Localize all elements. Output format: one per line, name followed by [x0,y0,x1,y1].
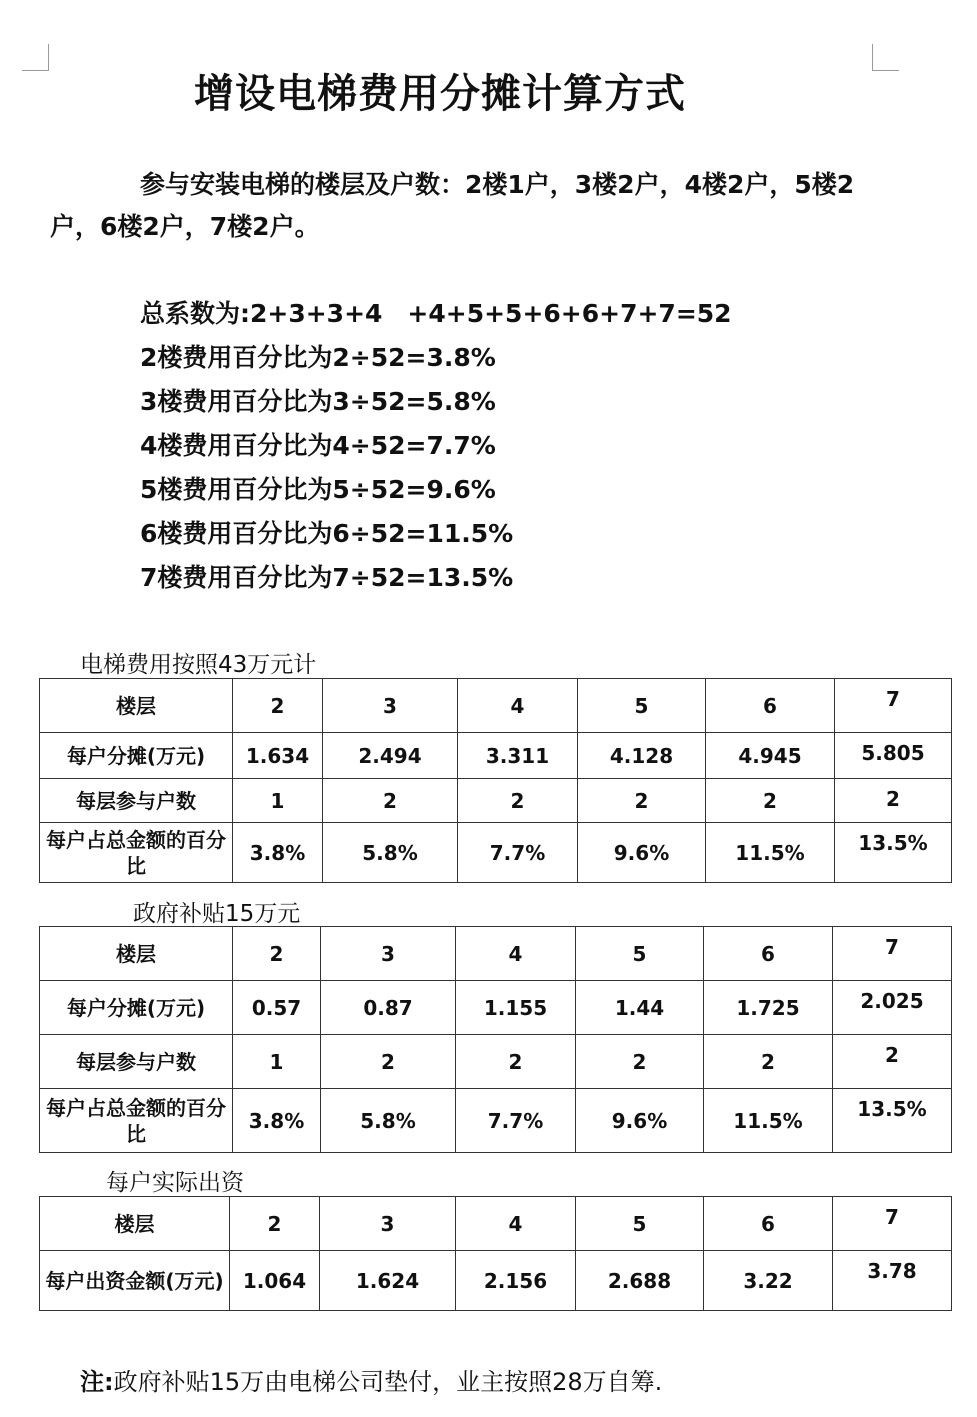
actual-contribution-table [39,1196,952,1311]
calc-total-coefficient: 总系数为:2+3+3+4 +4+5+5+6+6+7+7=52 [140,299,732,328]
table-cell: 2 [578,779,706,823]
table-cell: 2.688 [576,1251,704,1311]
table-cell: 1 [233,779,323,823]
calc-floor-7: 7楼费用百分比为7÷52=13.5% [140,563,514,592]
table-cell: 2 [833,1035,952,1089]
table-cell: 7.7% [458,823,578,883]
table-row [40,779,952,823]
table-cell: 1.064 [230,1251,320,1311]
table-cell: 2.494 [323,733,458,779]
table-row [40,823,952,883]
table-cell: 4.945 [706,733,835,779]
table-cell: 5.8% [323,823,458,883]
table-cell: 2 [704,1035,833,1089]
table2-caption: 政府补贴15万元 [133,901,301,927]
calc-floor-2: 2楼费用百分比为2÷52=3.8% [140,343,496,372]
calc-floor-6: 6楼费用百分比为6÷52=11.5% [140,519,514,548]
table-cell: 2 [458,779,578,823]
table-row [40,1197,952,1251]
cost-allocation-table [39,678,952,883]
table-row [40,1089,952,1153]
row-label-households-per-floor: 每层参与户数 [40,1035,233,1089]
table-cell: 6 [704,927,833,981]
table-cell: 5 [576,1197,704,1251]
table-cell: 3.311 [458,733,578,779]
table-cell: 1.155 [456,981,576,1035]
footnote-text: 政府补贴15万由电梯公司垫付，业主按照28万自筹. [113,1368,663,1396]
table3-caption: 每户实际出资 [106,1170,244,1196]
table-cell: 2.025 [833,981,952,1035]
footnote-prefix: 注: [80,1368,114,1396]
table-cell: 5.805 [835,733,952,779]
table-cell: 2 [230,1197,320,1251]
row-label-floor: 楼层 [40,679,233,733]
table-cell: 2 [321,1035,456,1089]
table-cell: 7 [833,927,952,981]
table-cell: 3.8% [233,1089,321,1153]
table-cell: 7 [833,1197,952,1251]
table-cell: 11.5% [704,1089,833,1153]
table-row [40,981,952,1035]
table-cell: 4 [458,679,578,733]
row-label-floor: 楼层 [40,927,233,981]
row-label-share-per-household: 每户分摊(万元) [40,733,233,779]
row-label-percentage: 每户占总金额的百分比 [40,823,233,883]
table-cell: 1.624 [320,1251,456,1311]
row-label-contribution-amount: 每户出资金额(万元) [40,1251,230,1311]
calc-floor-4: 4楼费用百分比为4÷52=7.7% [140,431,496,460]
calculation-block [140,296,860,604]
table-cell: 1.44 [576,981,704,1035]
table-cell: 9.6% [576,1089,704,1153]
table-cell: 3.8% [233,823,323,883]
table-cell: 0.87 [321,981,456,1035]
table-cell: 5 [576,927,704,981]
table-cell: 6 [706,679,835,733]
page-title: 增设电梯费用分摊计算方式 [194,71,686,117]
table-row [40,733,952,779]
table-cell: 1.725 [704,981,833,1035]
table-cell: 3.78 [833,1251,952,1311]
calc-floor-5: 5楼费用百分比为5÷52=9.6% [140,475,496,504]
subsidy-allocation-table [39,926,952,1153]
table-cell: 3 [323,679,458,733]
table-cell: 13.5% [835,823,952,883]
table-cell: 4 [456,927,576,981]
table-cell: 3 [320,1197,456,1251]
intro-paragraph: 参与安装电梯的楼层及户数：2楼1户，3楼2户，4楼2户，5楼2户，6楼2户，7楼2户。 [50,170,855,241]
table-cell: 1 [233,1035,321,1089]
table-cell: 2 [576,1035,704,1089]
table-cell: 2 [456,1035,576,1089]
table-cell: 2.156 [456,1251,576,1311]
row-label-households-per-floor: 每层参与户数 [40,779,233,823]
row-label-percentage: 每户占总金额的百分比 [40,1089,233,1153]
table-cell: 5.8% [321,1089,456,1153]
table-row [40,927,952,981]
table-cell: 9.6% [578,823,706,883]
table-cell: 7.7% [456,1089,576,1153]
footnote [80,1362,662,1397]
table-cell: 2 [706,779,835,823]
table-cell: 4 [456,1197,576,1251]
table-cell: 4.128 [578,733,706,779]
table-cell: 6 [704,1197,833,1251]
row-label-share-per-household: 每户分摊(万元) [40,981,233,1035]
table-cell: 3 [321,927,456,981]
table-row [40,1251,952,1311]
table-cell: 3.22 [704,1251,833,1311]
table-cell: 11.5% [706,823,835,883]
row-label-floor: 楼层 [40,1197,230,1251]
table-cell: 2 [323,779,458,823]
table-row [40,679,952,733]
table-cell: 2 [233,679,323,733]
table1-caption: 电梯费用按照43万元计 [80,652,317,678]
table-row [40,1035,952,1089]
table-cell: 1.634 [233,733,323,779]
table-cell: 2 [835,779,952,823]
table-cell: 2 [233,927,321,981]
table-cell: 5 [578,679,706,733]
table-cell: 13.5% [833,1089,952,1153]
table-cell: 0.57 [233,981,321,1035]
calc-floor-3: 3楼费用百分比为3÷52=5.8% [140,387,496,416]
table-cell: 7 [835,679,952,733]
